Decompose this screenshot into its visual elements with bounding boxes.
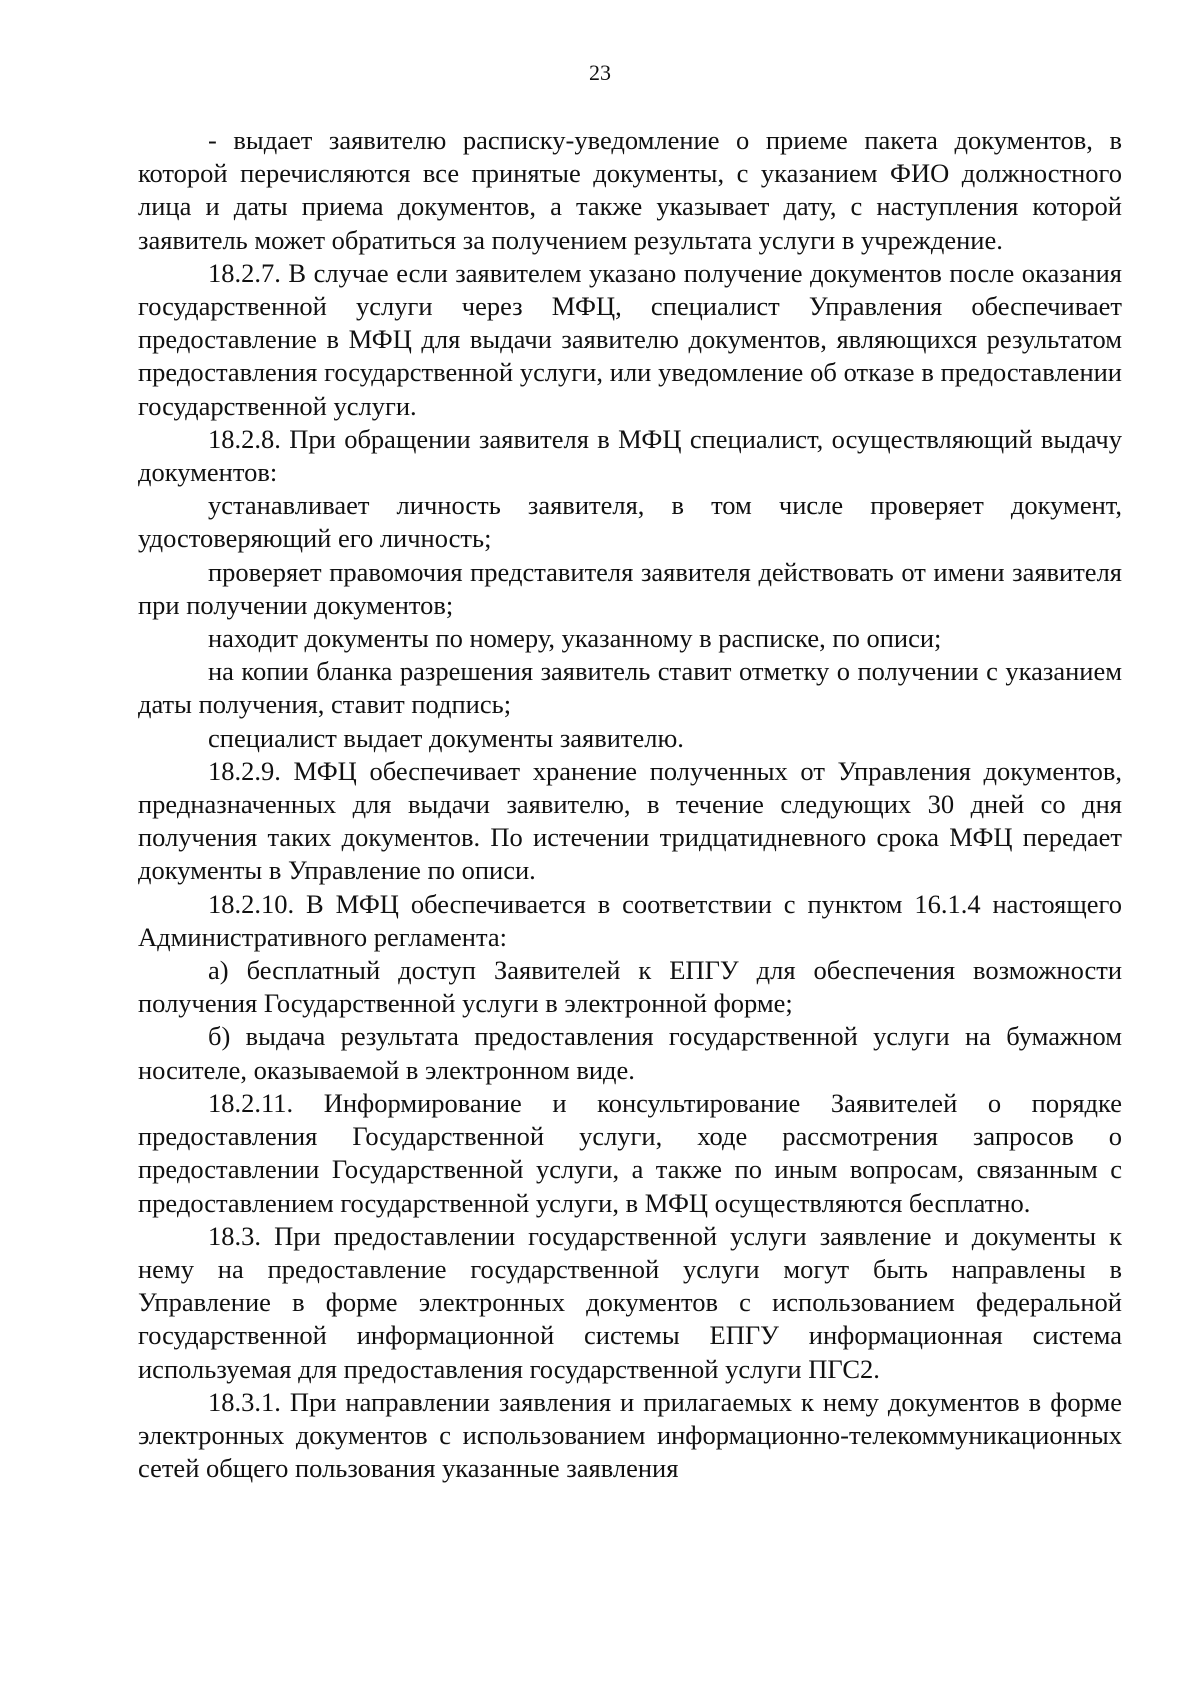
paragraph-authority-check: проверяет правомочия представителя заявителя действовать от имени заявителя при получении документов;	[138, 556, 1122, 620]
paragraph-issue-documents: специалист выдает документы заявителю.	[208, 722, 684, 753]
paragraph-identity-check: устанавливает личность заявителя, в том числе проверяет документ, удостоверяющий его личность;	[138, 490, 1122, 554]
paragraph-18-2-11: 18.2.11. Информирование и консультирование Заявителей о порядке предоставления Государственной услуги, ходе рассмотрения запросов о предоставлении Государственной услуги, а также по иным вопросам, связанным с предоставлением государственной услуги, в МФЦ осуществляются бесплатно.	[138, 1087, 1122, 1218]
paragraph-18-3-1: 18.3.1. При направлении заявления и прилагаемых к нему документов в форме электронных документов с использованием информационно-телекоммуникационных сетей общего пользования указанные заявления	[138, 1386, 1122, 1484]
paragraph-find-documents: находит документы по номеру, указанному в расписке, по описи;	[208, 623, 942, 654]
page-number: 23	[589, 60, 611, 85]
paragraph-18-2-7: 18.2.7. В случае если заявителем указано получение документов после оказания государственной услуги через МФЦ, специалист Управления обеспечивает предоставление в МФЦ для выдачи заявителю документов, являющихся результатом предоставления государственной услуги, или уведомление об отказе в предоставлении государственной услуги.	[138, 257, 1122, 421]
paragraph-18-3: 18.3. При предоставлении государственной услуги заявление и документы к нему на предоставление государственной услуги могут быть направлены в Управление в форме электронных документов с использованием федеральной государственной информационной системы ЕПГУ информационная система используемая для предоставления государственной услуги ПГС2.	[138, 1220, 1122, 1384]
paragraph-18-2-8: 18.2.8. При обращении заявителя в МФЦ специалист, осуществляющий выдачу документов:	[138, 423, 1122, 488]
paragraph-18-2-10: 18.2.10. В МФЦ обеспечивается в соответствии с пунктом 16.1.4 настоящего Административного регламента:	[138, 888, 1122, 952]
paragraph-item-a: а) бесплатный доступ Заявителей к ЕПГУ для обеспечения возможности получения Государственной услуги в электронной форме;	[138, 955, 1122, 1019]
paragraph-receipt-notice: - выдает заявителю расписку-уведомление о приеме пакета документов, в которой перечисляются все принятые документы, с указанием ФИО должностного лица и даты приема документов, а также указывает дату, с наступления которой заявитель может обратиться за получением результата услуги в учреждение.	[138, 125, 1122, 255]
paragraph-item-b: б) выдача результата предоставления государственной услуги на бумажном носителе, оказываемой в электронном виде.	[138, 1021, 1122, 1085]
paragraph-receipt-mark: на копии бланка разрешения заявитель ставит отметку о получении с указанием даты получения, ставит подпись;	[138, 656, 1122, 720]
document-body	[138, 124, 1122, 1485]
paragraph-18-2-9: 18.2.9. МФЦ обеспечивает хранение полученных от Управления документов, предназначенных для выдачи заявителю, в течение следующих 30 дней со дня получения таких документов. По истечении тридцатидневного срока МФЦ передает документы в Управление по описи.	[138, 755, 1122, 886]
